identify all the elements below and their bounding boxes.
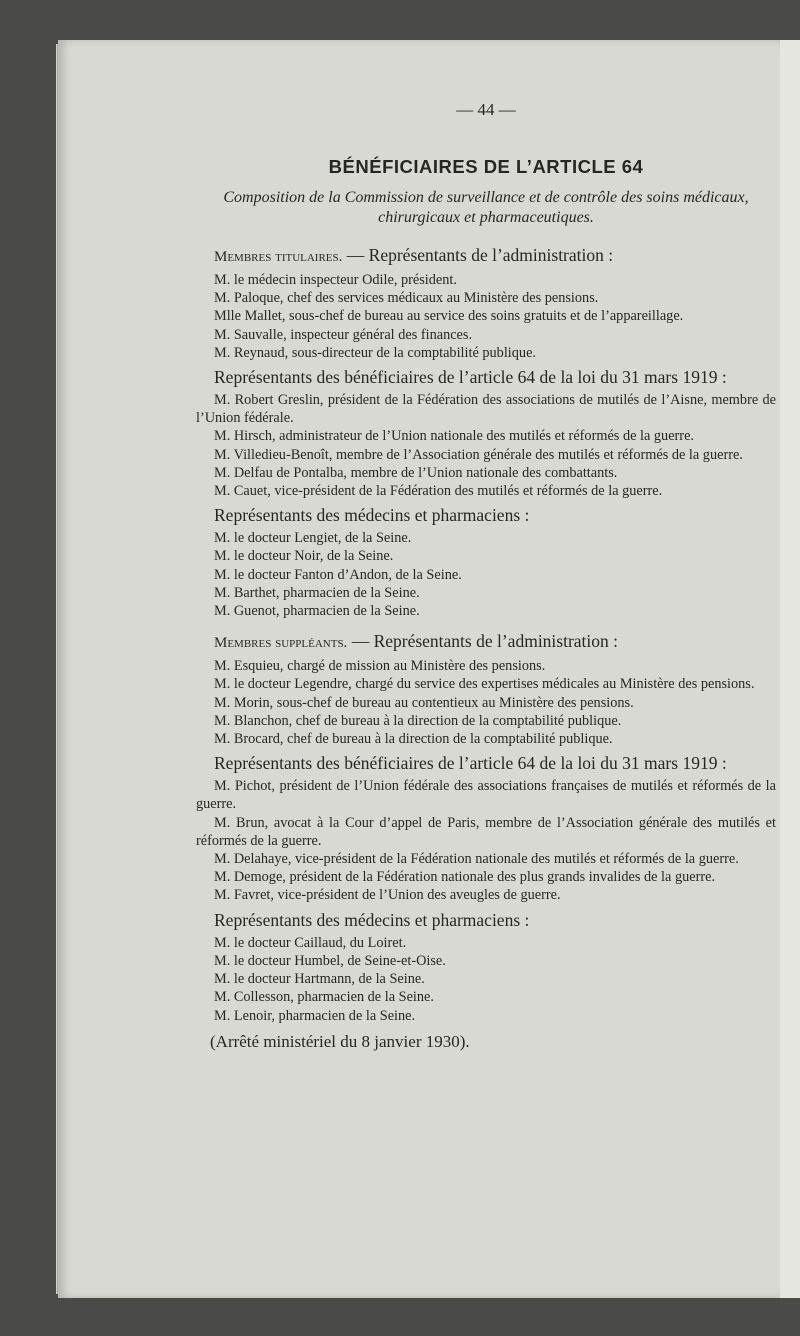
titulaires-admin-list (196, 271, 776, 362)
right-page-edge (780, 40, 800, 1298)
suppleants-admin-heading: — Représentants de l’administration : (347, 631, 619, 652)
list-item: M. Villedieu-Benoît, membre de l’Association générale des mutilés et réformés de la guerre. (214, 446, 743, 463)
list-item: M. Esquieu, chargé de mission au Ministère des pensions. (214, 658, 546, 675)
titulaires-med-list (196, 529, 776, 620)
list-item: M. le docteur Hartmann, de la Seine. (214, 971, 425, 988)
list-item: M. le docteur Lengiet, de la Seine. (214, 530, 412, 547)
list-item: M. le docteur Humbel, de Seine-et-Oise. (214, 952, 446, 969)
suppleants-med-heading: Représentants des médecins et pharmaciens : (214, 909, 530, 930)
list-item: M. Collesson, pharmacien de la Seine. (214, 989, 434, 1006)
suppleants-heading (196, 630, 776, 654)
list-item: M. Sauvalle, inspecteur général des finances. (214, 326, 473, 343)
arrete-note: (Arrêté ministériel du 8 janvier 1930). (210, 1031, 470, 1051)
suppleants-label: Membres suppléants. (214, 635, 348, 652)
titulaires-benef-heading: Représentants des bénéficiaires de l’article 64 de la loi du 31 mars 1919 : (214, 367, 727, 388)
titulaires-admin-heading: — Représentants de l’administration : (342, 245, 614, 265)
titulaires-heading (196, 244, 776, 268)
subtitle: Composition de la Commission de surveillance et de contrôle des soins médicaux, chirurgicaux et pharmaceutiques. (223, 189, 749, 226)
list-item: M. Delfau de Pontalba, membre de l’Union nationale des combattants. (214, 464, 618, 481)
list-item: M. Guenot, pharmacien de la Seine. (214, 603, 420, 620)
list-item: M. Hirsch, administrateur de l’Union nationale des mutilés et réformés de la guerre. (214, 428, 694, 445)
page-title: BÉNÉFICIAIRES DE L’ARTICLE 64 (328, 156, 644, 177)
titulaires-benef-list (196, 391, 776, 500)
suppleants-admin-list (196, 657, 776, 748)
titulaires-med-heading: Représentants des médecins et pharmaciens : (214, 505, 530, 526)
suppleants-benef-list (196, 777, 776, 904)
list-item: M. Paloque, chef des services médicaux au Ministère des pensions. (214, 290, 599, 307)
list-item: M. le docteur Fanton d’Andon, de la Seine. (214, 566, 462, 583)
list-item: M. Brun, avocat à la Cour d’appel de Paris, membre de l’Association générale des mutilés et réformés de la guerre. (196, 814, 776, 849)
suppleants-benef-heading: Représentants des bénéficiaires de l’article 64 de la loi du 31 mars 1919 : (214, 753, 727, 774)
list-item: M. Blanchon, chef de bureau à la direction de la comptabilité publique. (214, 712, 622, 729)
list-item: M. le docteur Caillaud, du Loiret. (214, 934, 407, 951)
list-item: M. Barthet, pharmacien de la Seine. (214, 584, 420, 601)
list-item: M. Brocard, chef de bureau à la direction de la comptabilité publique. (214, 731, 613, 748)
page-content (196, 100, 776, 1070)
list-item: M. le médecin inspecteur Odile, président. (214, 272, 457, 288)
suppleants-med-list (196, 934, 776, 1025)
page-number: — 44 — (456, 100, 516, 119)
list-item: M. Demoge, président de la Fédération nationale des plus grands invalides de la guerre. (214, 869, 716, 886)
list-item: M. Morin, sous-chef de bureau au contentieux au Ministère des pensions. (214, 694, 634, 711)
list-item: M. Reynaud, sous-directeur de la comptabilité publique. (214, 344, 536, 361)
list-item: Mlle Mallet, sous-chef de bureau au service des soins gratuits et de l’appareillage. (214, 308, 684, 325)
list-item: M. Cauet, vice-président de la Fédération des mutilés et réformés de la guerre. (214, 483, 663, 500)
list-item: M. Lenoir, pharmacien de la Seine. (214, 1007, 416, 1024)
list-item: M. le docteur Noir, de la Seine. (214, 548, 394, 565)
titulaires-label: Membres titulaires. (214, 249, 343, 265)
list-item: M. Favret, vice-président de l’Union des aveugles de guerre. (214, 887, 561, 904)
list-item: M. Pichot, président de l’Union fédérale des associations françaises de mutilés et réformés de la guerre. (196, 778, 776, 813)
list-item: M. Robert Greslin, président de la Fédération des associations de mutilés de l’Aisne, membre de l’Union fédérale. (196, 392, 776, 427)
list-item: M. Delahaye, vice-président de la Fédération nationale des mutilés et réformés de la guerre. (214, 851, 739, 868)
list-item: M. le docteur Legendre, chargé du service des expertises médicales au Ministère des pensions. (214, 676, 755, 693)
